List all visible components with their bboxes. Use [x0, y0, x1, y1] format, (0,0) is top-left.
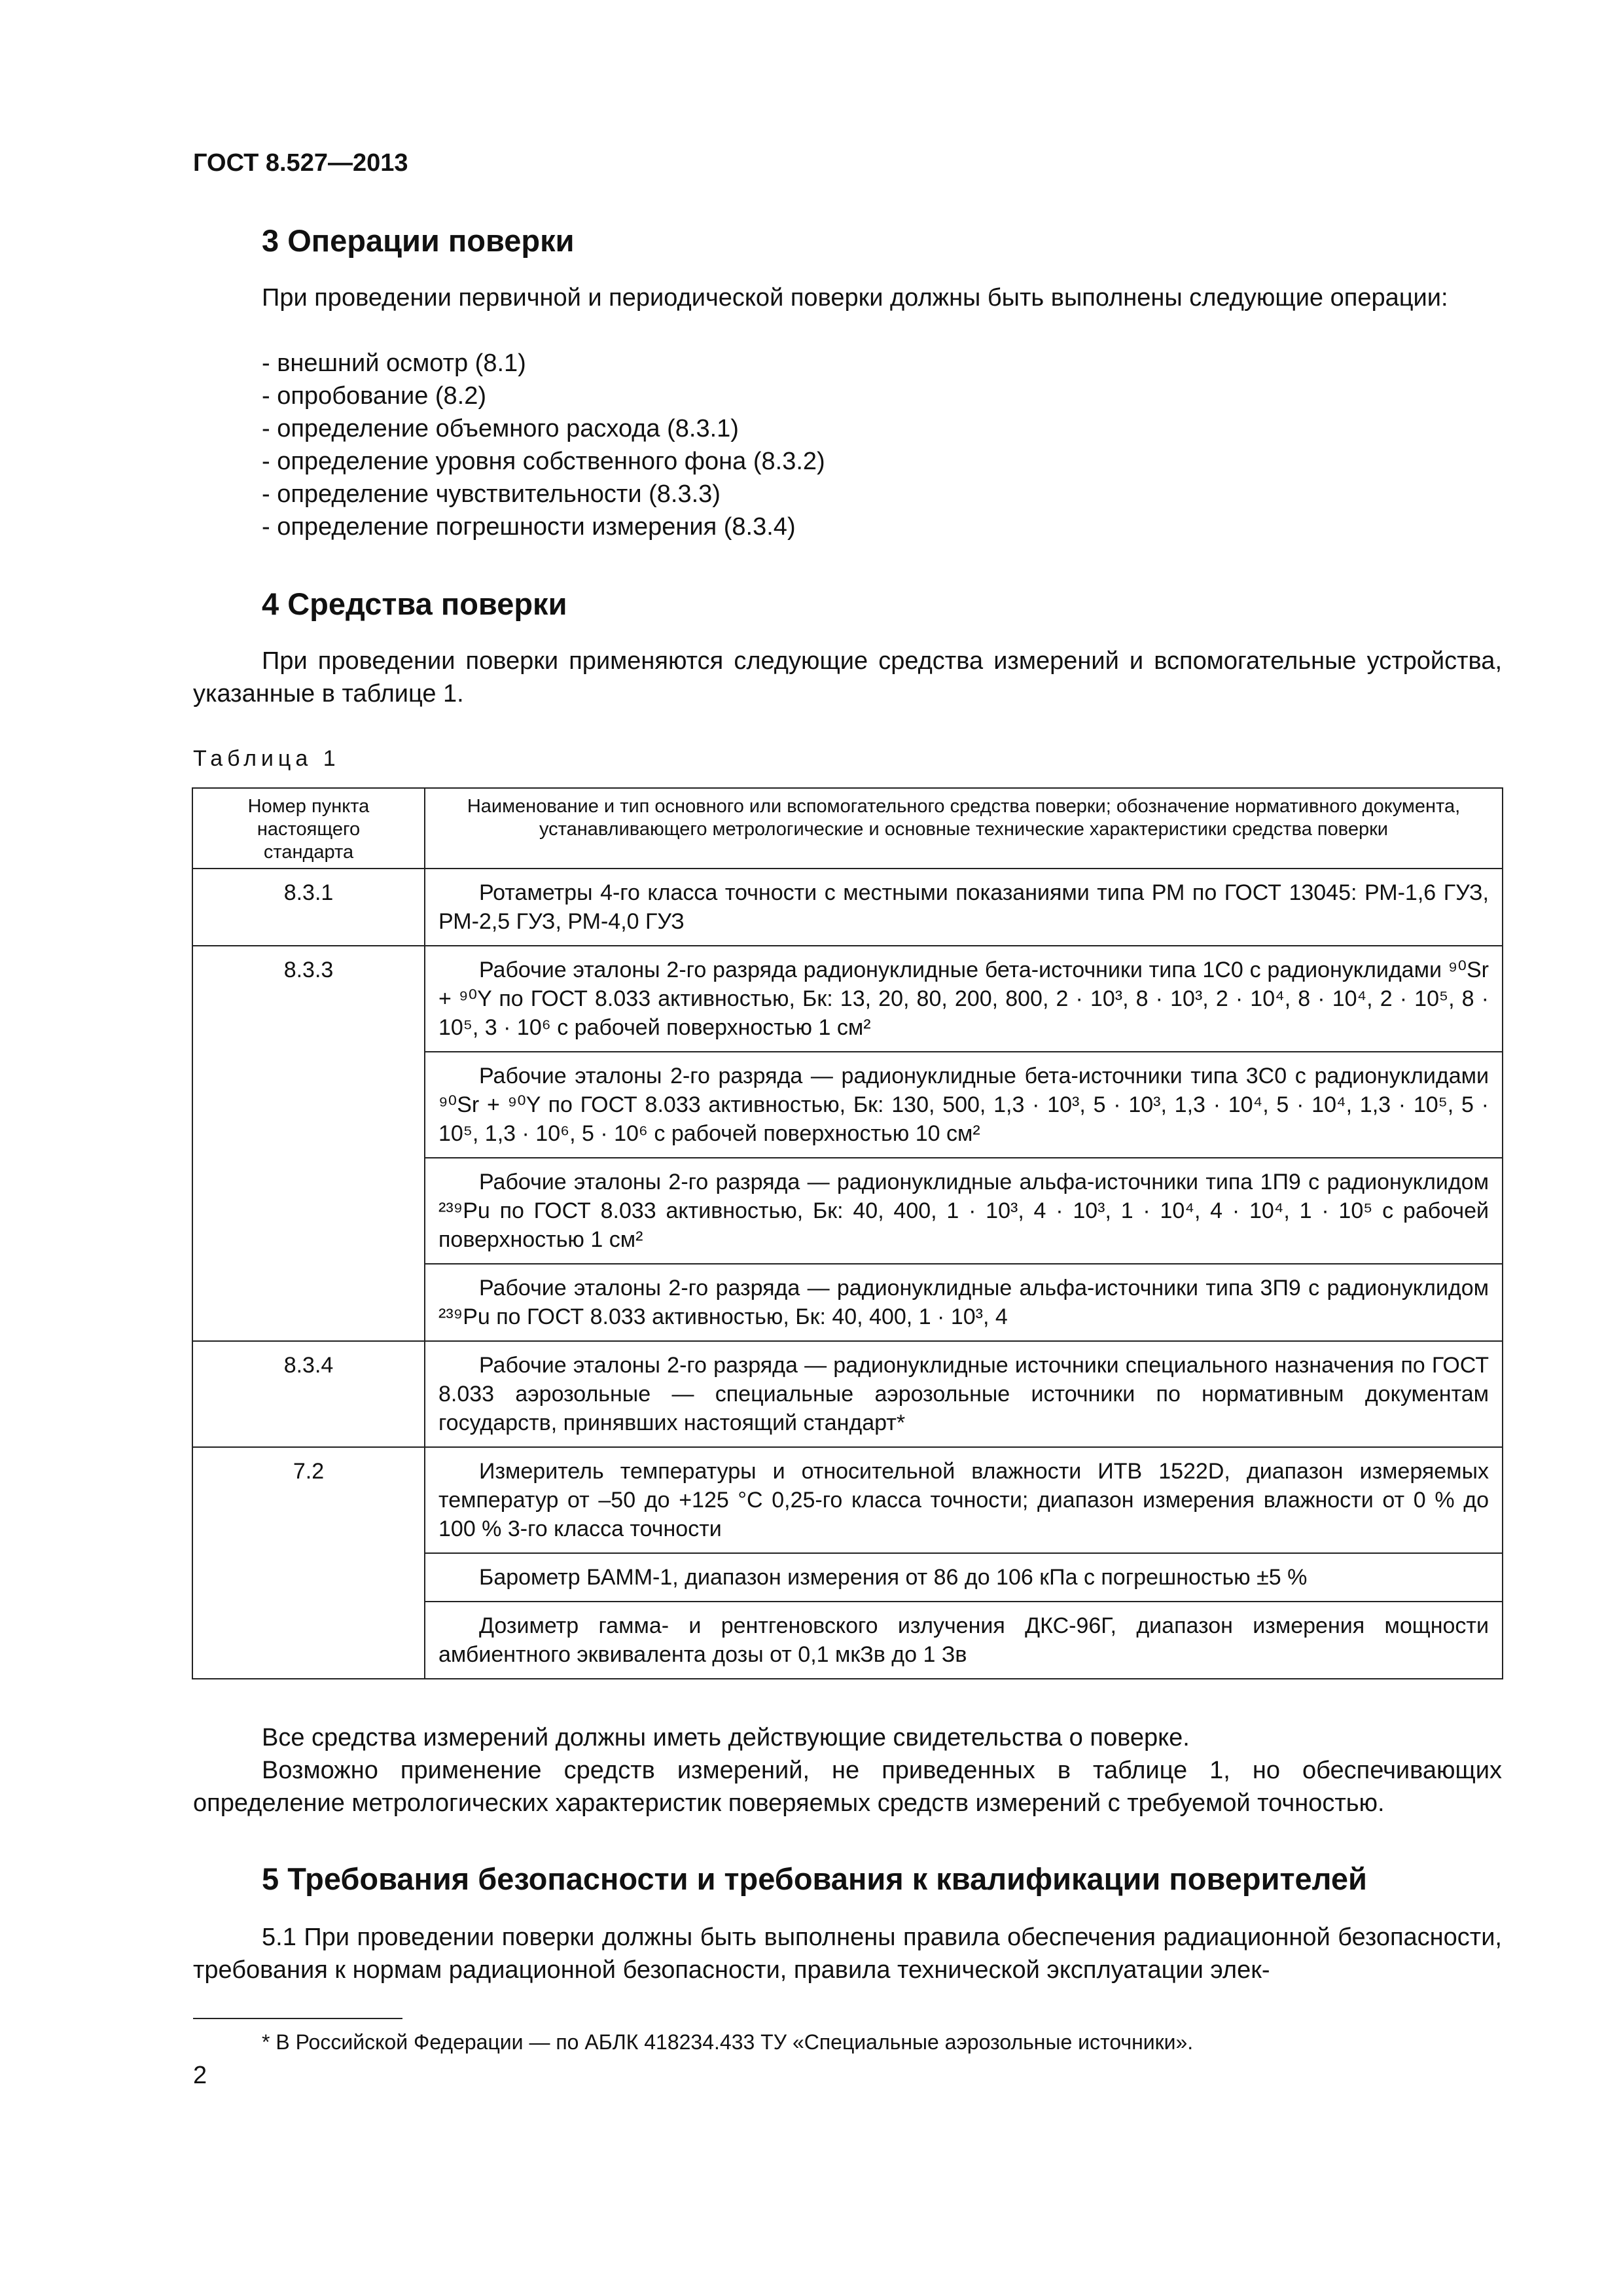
table-cell-description: Рабочие эталоны 2-го разряда — радионуклидные альфа-источники типа 1П9 с радионуклидом ²³⁹Pu по ГОСТ 8.033 активностью, Бк: 40, 400, 1 · 10³, 4 · 10³, 1 · 10⁴, 4 · 10⁴, 1 · 10⁵ с рабочей поверхностью 1 см² — [425, 1158, 1503, 1264]
table-row — [192, 1447, 1503, 1553]
footnote: * В Российской Федерации — по АБЛК 418234.433 ТУ «Специальные аэрозольные источники». — [262, 2030, 1194, 2054]
table-cell-description: Измеритель температуры и относительной влажности ИТВ 1522D, диапазон измеряемых температур от –50 до +125 °С 0,25-го класса точности; диапазон измерения влажности от 0 % до 100 % 3-го класса точности — [425, 1447, 1503, 1553]
list-item: - внешний осмотр (8.1) — [262, 347, 825, 380]
list-item: - определение уровня собственного фона (8.3.2) — [262, 445, 825, 478]
section-4-note-2: Возможно применение средств измерений, не приведенных в таблице 1, но обеспечивающих определение метрологических характеристик поверяемых средств измерений с требуемой точностью. — [193, 1757, 1502, 1817]
footnote-divider — [193, 2018, 402, 2019]
section-5-paragraph-1: 5.1 При проведении поверки должны быть выполнены правила обеспечения радиационной безопасности, требования к нормам радиационной безопасности, правила технической эксплуатации элек- — [193, 1924, 1502, 1984]
section-4-note-1: Все средства измерений должны иметь действующие свидетельства о поверке. — [262, 1724, 1190, 1751]
page-number: 2 — [193, 2062, 207, 2089]
table-caption: Таблица 1 — [193, 746, 340, 771]
list-item: - определение объемного расхода (8.3.1) — [262, 412, 825, 445]
table-cell-description: Рабочие эталоны 2-го разряда — радионуклидные источники специального назначения по ГОСТ 8.033 аэрозольные — специальные аэрозольные источники по нормативным документам государств, принявших настоящий стандарт* — [425, 1341, 1503, 1447]
table-cell-description: Рабочие эталоны 2-го разряда радионуклидные бета-источники типа 1С0 с радионуклидами ⁹⁰Sr + ⁹⁰Y по ГОСТ 8.033 активностью, Бк: 13, 20, 80, 200, 800, 2 · 10³, 8 · 10³, 2 · 10⁴, 8 · 10⁴, 2 · 10⁵, 8 · 10⁵, 3 · 10⁶ с рабочей поверхностью 1 см² — [425, 946, 1503, 1052]
table-header-row — [192, 788, 1503, 869]
table-cell-number: 7.2 — [192, 1447, 425, 1679]
operations-list — [262, 347, 825, 543]
table-cell-description: Рабочие эталоны 2-го разряда — радионуклидные бета-источники типа 3С0 с радионуклидами ⁹⁰Sr + ⁹⁰Y по ГОСТ 8.033 активностью, Бк: 130, 500, 1,3 · 10³, 5 · 10³, 1,3 · 10⁴, 5 · 10⁴, 1,3 · 10⁵, 5 · 10⁵, 1,3 · 10⁶, 5 · 10⁶ с рабочей поверхностью 10 см² — [425, 1052, 1503, 1158]
table-cell-description: Барометр БАММ-1, диапазон измерения от 86 до 106 кПа с погрешностью ±5 % — [425, 1553, 1503, 1602]
document-header: ГОСТ 8.527—2013 — [193, 149, 408, 177]
table-row — [192, 1341, 1503, 1447]
table-row — [192, 869, 1503, 946]
verification-tools-table — [192, 787, 1503, 1679]
section-5-title: 5 Требования безопасности и требования к квалификации поверителей — [262, 1861, 1367, 1896]
table-cell-description: Ротаметры 4-го класса точности с местными показаниями типа РМ по ГОСТ 13045: РМ-1,6 ГУЗ, РМ-2,5 ГУЗ, РМ-4,0 ГУЗ — [425, 869, 1503, 946]
list-item: - определение погрешности измерения (8.3.4) — [262, 511, 825, 543]
list-item: - опробование (8.2) — [262, 380, 825, 412]
table-cell-number: 8.3.1 — [192, 869, 425, 946]
table-row — [192, 946, 1503, 1052]
column-header-number: Номер пункта настоящего стандарта — [192, 788, 425, 869]
table-cell-description: Дозиметр гамма- и рентгеновского излучения ДКС-96Г, диапазон измерения мощности амбиентного эквивалента дозы от 0,1 мкЗв до 1 Зв — [425, 1602, 1503, 1679]
column-header-description: Наименование и тип основного или вспомогательного средства поверки; обозначение нормативного документа, устанавливающего метрологические и основные технические характеристики средства поверки — [425, 788, 1503, 869]
list-item: - определение чувствительности (8.3.3) — [262, 478, 825, 511]
table-cell-description: Рабочие эталоны 2-го разряда — радионуклидные альфа-источники типа 3П9 с радионуклидом ²³⁹Pu по ГОСТ 8.033 активностью, Бк: 40, 400, 1 · 10³, 4 — [425, 1264, 1503, 1341]
table-cell-number: 8.3.3 — [192, 946, 425, 1341]
section-4-title: 4 Средства поверки — [262, 586, 567, 621]
section-4-intro: При проведении поверки применяются следующие средства измерений и вспомогательные устройства, указанные в таблице 1. — [193, 647, 1502, 708]
section-3-title: 3 Операции поверки — [262, 223, 575, 258]
table-cell-number: 8.3.4 — [192, 1341, 425, 1447]
section-3-intro: При проведении первичной и периодической поверки должны быть выполнены следующие операции: — [262, 284, 1448, 312]
